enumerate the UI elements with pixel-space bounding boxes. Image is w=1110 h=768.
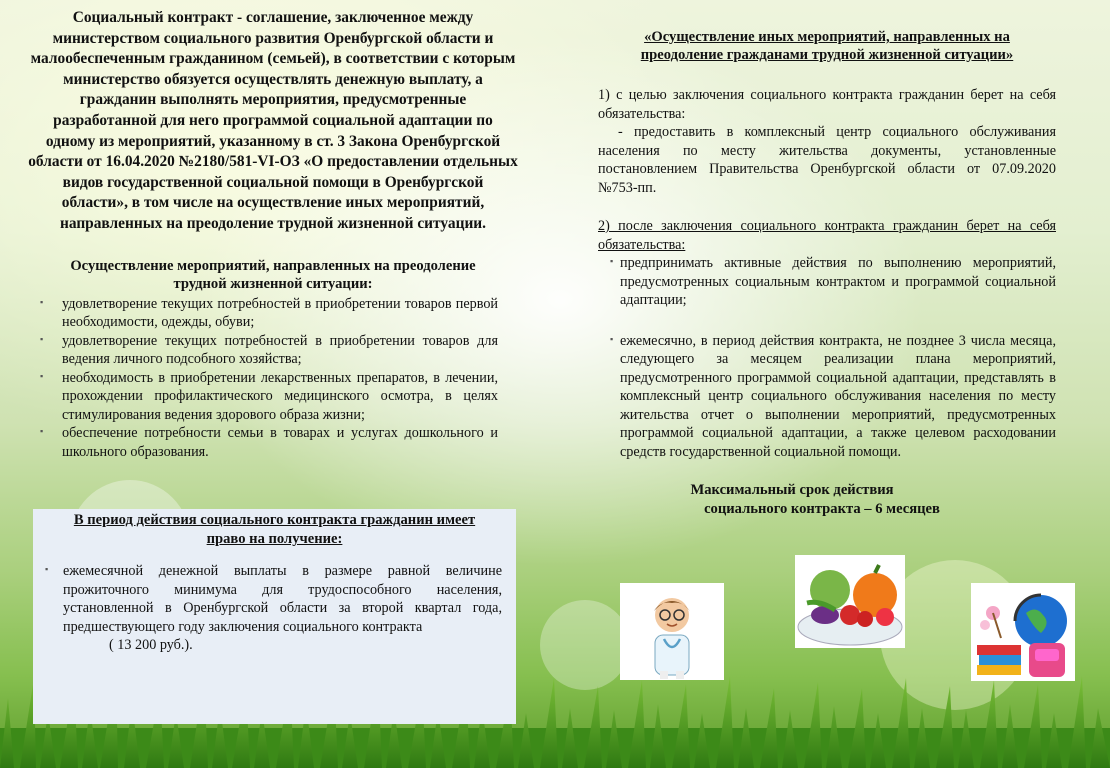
obligation-2-intro: 2) после заключения социального контракта гражданин берет на себя обязательства: [598, 218, 1056, 253]
obligation-1-item-text: - предоставить в комплексный центр социального обслуживания населения по месту жительства документы, установленные постановлением Правительства Оренбургской области от 07.09.2020 №753-пп. [598, 124, 1056, 196]
list-item: ▪ необходимость в приобретении лекарственных препаратов, в лечении, прохождении профилактического медицинского осмотра, в целях стимулирования ведения здорового образа жизни; [28, 369, 498, 425]
intro-text: Социальный контракт - соглашение, заключенное между министерством социального развития Оренбургской области и малообеспеченным гражданином (семьей), в соответствии с которым министерство обязуется осуществлять денежную выплату, а гражданин выполнять мероприятия, предусмотренные разработанной для него программой социальной адаптации по одному из мероприятий, указанному в ст. 3 Закона Оренбургской области от 16.04.2020 №2180/581-VI-ОЗ «О предоставлении отдельных видов государственной социальной помощи в Оренбургской области», в том числе на осуществление иных мероприятий, направленных на преодоление трудной жизненной ситуации. [28, 9, 518, 232]
vegetables-image [795, 555, 905, 648]
max-term-line1: Максимальный срок действия [690, 482, 894, 498]
books-globe-image [971, 583, 1075, 681]
list-item: ▪ удовлетворение текущих потребностей в приобретении товаров первой необходимости, одежды, обуви; [28, 295, 498, 332]
rights-item-text: ежемесячной денежной выплаты в размере равной величине прожиточного минимума для трудоспособного населения, установленной в Оренбургской области за второй квартал года, предшествующего году заключения социального контракта [63, 563, 502, 635]
list-item: ▪ удовлетворение текущих потребностей в приобретении товаров для ведения личного подсобного хозяйства; [28, 332, 498, 369]
max-term [598, 481, 1056, 519]
left-section-title: Осуществление мероприятий, направленных на преодоление трудной жизненной ситуации: [70, 257, 476, 292]
rights-list [33, 562, 516, 655]
list-item: ▪ предпринимать активные действия по выполнению мероприятий, предусмотренных социальным контрактом и программой социальной адаптации; [598, 254, 1056, 310]
list-item: ▪ обеспечение потребности семьи в товарах и услугах дошкольного и школьного образования. [28, 424, 498, 461]
list-item [33, 562, 516, 655]
rights-box [33, 509, 516, 724]
list-item: ▪ ежемесячно, в период действия контракта, не позднее 3 числа месяца, следующего за месяцем реализации плана мероприятий, предусмотренного программой социальной адаптации, представлять в комплексный центр социального обслуживания населения по месту жительства отчет о выполнении мероприятий, предусмотренных программой социальной адаптации, а также целевом расходовании средств государственной социальной помощи. [598, 332, 1056, 462]
max-term-line2: социального контракта – 6 месяцев [704, 501, 940, 517]
left-column [28, 8, 518, 461]
right-title: «Осуществление иных мероприятий, направленных на преодоление гражданами трудной жизненной ситуации» [640, 29, 1014, 63]
rights-box-title: В период действия социального контракта гражданин имеет право на получение: [73, 512, 476, 547]
right-list [598, 254, 1056, 461]
obligation-1-intro: 1) с целью заключения социального контракта гражданин берет на себя обязательства: [598, 87, 1056, 122]
obligation-1-item [598, 123, 1056, 197]
left-list [28, 295, 518, 462]
amount-text: ( 13 200 руб.). [109, 637, 193, 653]
doctor-image [620, 583, 724, 680]
right-column [598, 8, 1056, 519]
